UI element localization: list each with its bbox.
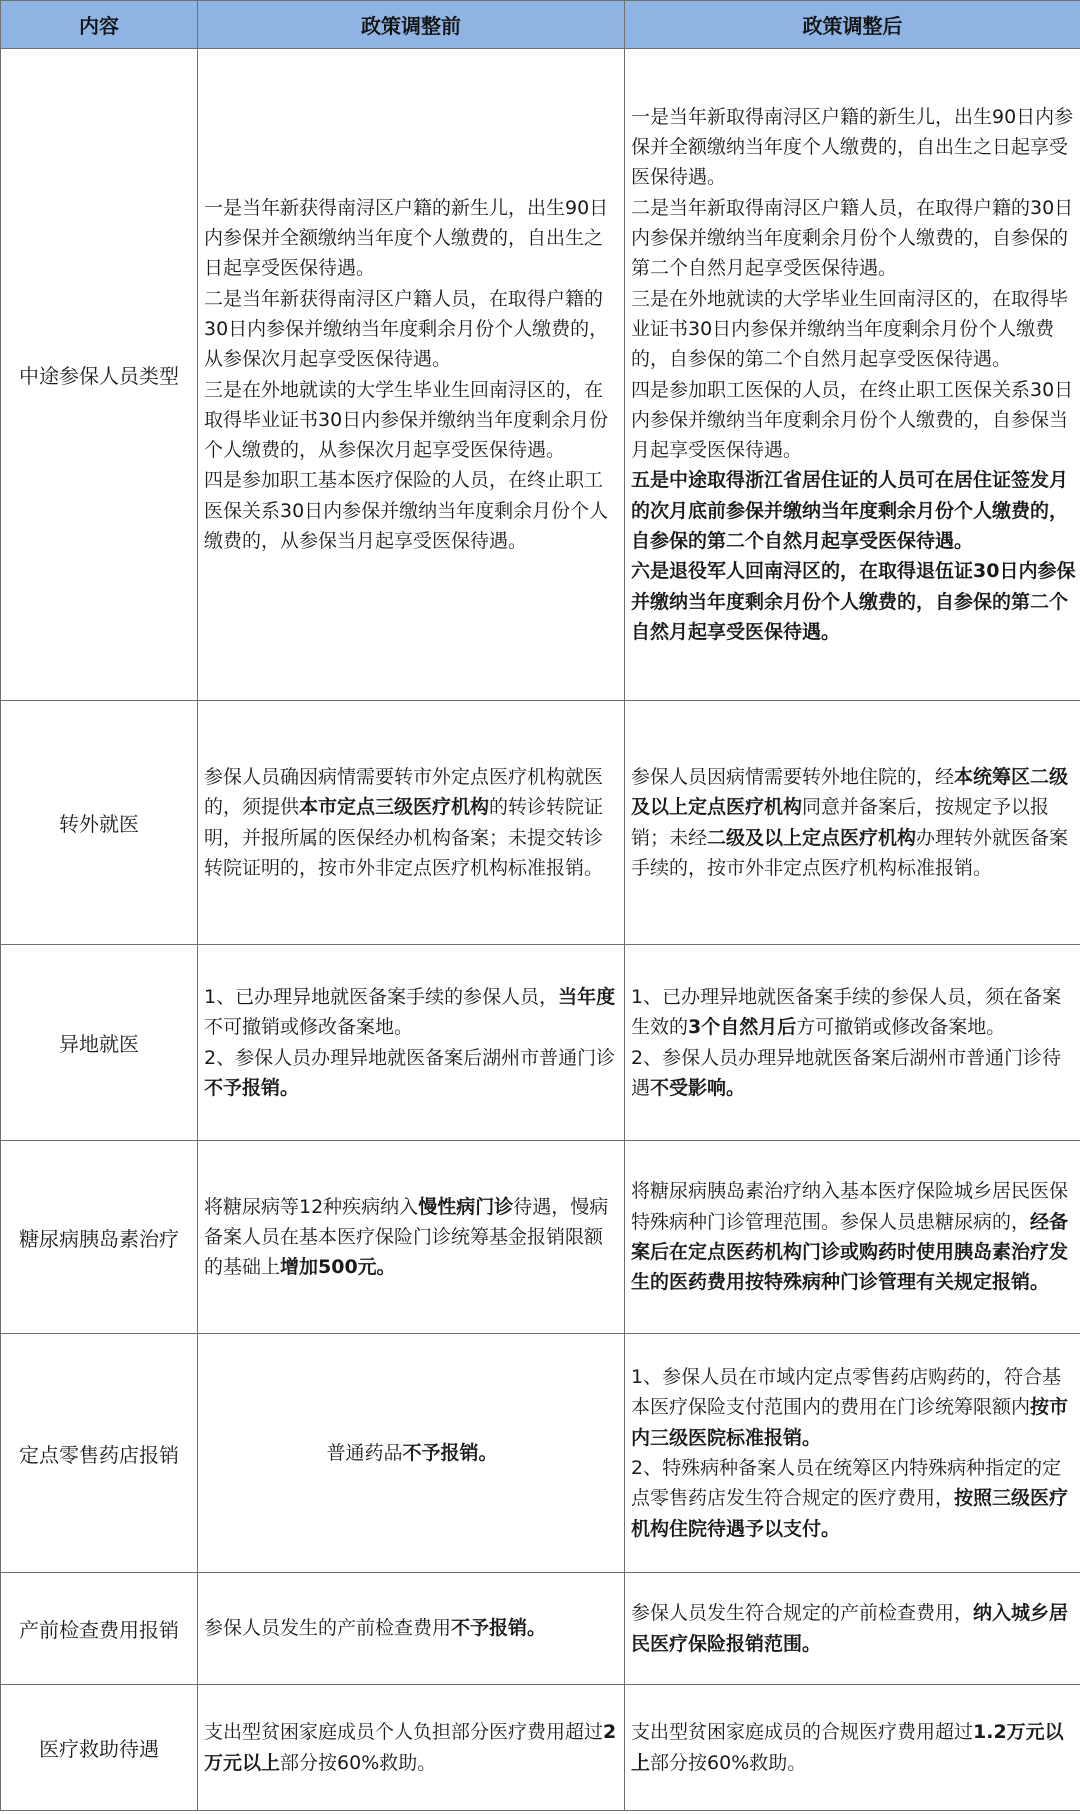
after-cell: [625, 701, 1080, 945]
text: 2、参保人员办理异地就医备案后湖州市普通门诊: [204, 1046, 616, 1069]
before-cell: [198, 945, 625, 1141]
header-before: 政策调整前: [198, 1, 625, 49]
before-paragraph: [204, 375, 620, 466]
text: 部分按60%救助。: [650, 1751, 807, 1774]
after-cell: [625, 1334, 1080, 1573]
bold-text: 不予报销。: [204, 1076, 300, 1099]
after-cell: [625, 945, 1080, 1141]
text: 支出型贫困家庭成员的合规医疗费用超过: [631, 1721, 974, 1744]
after-paragraph: [631, 1598, 1076, 1659]
text: 参保人员发生的产前检查费用: [204, 1617, 452, 1640]
text: 办理转外就医备案手续的，按市外非定点医疗机构标准报销。: [631, 826, 1069, 879]
after-paragraph: [631, 102, 1076, 193]
before-cell: [198, 49, 625, 701]
bold-text: 2万元以上: [204, 1721, 617, 1774]
text: 参保人员因病情需要转外地住院的，经: [631, 765, 955, 788]
text: 将糖尿病等12种疾病纳入: [204, 1195, 419, 1218]
bold-text: 按照三级医疗机构住院待遇予以支付。: [631, 1487, 1069, 1540]
after-paragraph: [631, 284, 1076, 375]
bold-text: 不受影响。: [650, 1076, 746, 1099]
text: 参保人员确因病情需要转市外定点医疗机构就医的，须提供: [204, 765, 604, 819]
header-row: [1, 1, 1080, 49]
before-paragraph: [204, 1613, 620, 1643]
text: 1、已办理异地就医备案手续的参保人员，须在备案生效的: [631, 985, 1062, 1039]
text: 一是当年新获得南浔区户籍的新生儿，出生90日内参保并全额缴纳当年度个人缴费的，自出生之日起享受医保待遇。: [204, 196, 609, 280]
before-cell: [198, 1141, 625, 1334]
category-cell: 中途参保人员类型: [1, 49, 198, 701]
category-cell: 转外就医: [1, 701, 198, 945]
text: 的转诊转院证明，并报所属的医保经办机构备案；未提交转诊转院证明的，按市外非定点医疗机构标准报销。: [204, 796, 604, 879]
after-paragraph: [631, 556, 1076, 647]
text: 不可撤销或修改备案地。: [204, 1016, 414, 1039]
bold-text: 3个自然月后: [688, 1016, 797, 1039]
after-paragraph: [631, 193, 1076, 284]
bold-text: 增加500元。: [280, 1256, 396, 1279]
before-paragraph: [204, 1438, 620, 1468]
table-row: [1, 701, 1080, 945]
after-paragraph: [631, 1176, 1076, 1297]
bold-text: 纳入城乡居民医疗保险报销范围。: [631, 1602, 1069, 1655]
before-paragraph: [204, 284, 620, 375]
text: 同意并备案后，按规定予以报销；未经: [631, 796, 1050, 849]
text: 1、已办理异地就医备案手续的参保人员，: [204, 985, 559, 1008]
text: 部分按60%救助。: [280, 1751, 437, 1774]
text: 将糖尿病胰岛素治疗纳入基本医疗保险城乡居民医保特殊病种门诊管理范围。参保人员患糖尿病的，: [631, 1180, 1069, 1233]
bold-text: 本统筹区二级及以上定点医疗机构: [631, 765, 1069, 819]
after-cell: [625, 49, 1080, 701]
header-content: 内容: [1, 1, 198, 49]
bold-text: 按市内三级医院标准报销。: [631, 1396, 1069, 1449]
before-paragraph: [204, 762, 620, 883]
before-cell: [198, 1573, 625, 1685]
after-paragraph: [631, 982, 1076, 1043]
bold-text: 五是中途取得浙江省居住证的人员可在居住证签发月的次月底前参保并缴纳当年度剩余月份个人缴费的，自参保的第二个自然月起享受医保待遇。: [631, 469, 1069, 552]
bold-text: 二级及以上定点医疗机构: [707, 826, 917, 849]
text: 方可撤销或修改备案地。: [796, 1016, 1006, 1039]
text: 2、特殊病种备案人员在统筹区内特殊病种指定的定点零售药店发生符合规定的医疗费用，: [631, 1457, 1062, 1510]
before-cell: [198, 1334, 625, 1573]
text: 一是当年新取得南浔区户籍的新生儿，出生90日内参保并全额缴纳当年度个人缴费的，自出生之日起享受医保待遇。: [631, 105, 1074, 189]
table-row: [1, 945, 1080, 1141]
header-after: 政策调整后: [625, 1, 1080, 49]
before-paragraph: [204, 465, 620, 556]
text: 2、参保人员办理异地就医备案后湖州市普通门诊待遇: [631, 1046, 1062, 1099]
after-paragraph: [631, 1717, 1076, 1778]
before-paragraph: [204, 982, 620, 1043]
text: 三是在外地就读的大学生毕业生回南浔区的，在取得毕业证书30日内参保并缴纳当年度剩余月份个人缴费的，从参保次月起享受医保待遇。: [204, 378, 609, 462]
text: 普通药品: [326, 1441, 403, 1464]
category-cell: 定点零售药店报销: [1, 1334, 198, 1573]
after-cell: [625, 1141, 1080, 1334]
table-row: [1, 1685, 1080, 1811]
after-cell: [625, 1573, 1080, 1685]
category-cell: 异地就医: [1, 945, 198, 1141]
text: 二是当年新获得南浔区户籍人员，在取得户籍的30日内参保并缴纳当年度剩余月份个人缴费的，从参保次月起享受医保待遇。: [204, 287, 609, 371]
before-cell: [198, 701, 625, 945]
bold-text: 本市定点三级医疗机构: [299, 796, 490, 819]
text: 1、参保人员在市域内定点零售药店购药的，符合基本医疗保险支付范围内的费用在门诊统筹限额内: [631, 1366, 1062, 1419]
before-paragraph: [204, 1043, 620, 1104]
before-paragraph: [204, 1192, 620, 1283]
text: 四是参加职工医保的人员，在终止职工医保关系30日内参保并缴纳当年度剩余月份个人缴费的，自参保当月起享受医保待遇。: [631, 378, 1074, 462]
category-cell: 医疗救助待遇: [1, 1685, 198, 1811]
table-row: [1, 1141, 1080, 1334]
after-paragraph: [631, 465, 1076, 556]
category-cell: 产前检查费用报销: [1, 1573, 198, 1685]
after-paragraph: [631, 1362, 1076, 1453]
text: 二是当年新取得南浔区户籍人员，在取得户籍的30日内参保并缴纳当年度剩余月份个人缴费的，自参保的第二个自然月起享受医保待遇。: [631, 196, 1074, 280]
text: 四是参加职工基本医疗保险的人员，在终止职工医保关系30日内参保并缴纳当年度剩余月份个人缴费的，从参保当月起享受医保待遇。: [204, 469, 609, 552]
bold-text: 不予报销。: [451, 1617, 547, 1640]
bold-text: 不予报销。: [402, 1441, 498, 1464]
table-row: [1, 49, 1080, 701]
bold-text: 经备案后在定点医药机构门诊或购药时使用胰岛素治疗发生的医药费用按特殊病种门诊管理有关规定报销。: [631, 1210, 1069, 1294]
before-paragraph: [204, 1717, 620, 1778]
before-paragraph: [204, 193, 620, 284]
text: 支出型贫困家庭成员个人负担部分医疗费用超过: [204, 1721, 604, 1744]
before-cell: [198, 1685, 625, 1811]
table-row: [1, 1334, 1080, 1573]
after-paragraph: [631, 1043, 1076, 1104]
text: 待遇，慢病备案人员在基本医疗保险门诊统筹基金报销限额的基础上: [204, 1195, 609, 1279]
bold-text: 当年度: [558, 985, 616, 1008]
after-paragraph: [631, 762, 1076, 883]
after-cell: [625, 1685, 1080, 1811]
text: 参保人员发生符合规定的产前检查费用，: [631, 1602, 974, 1625]
bold-text: 慢性病门诊: [418, 1195, 514, 1218]
text: 三是在外地就读的大学毕业生回南浔区的，在取得毕业证书30日内参保并缴纳当年度剩余月份个人缴费的，自参保的第二个自然月起享受医保待遇。: [631, 287, 1069, 371]
bold-text: 六是退役军人回南浔区的，在取得退伍证30日内参保并缴纳当年度剩余月份个人缴费的，自参保的第二个自然月起享受医保待遇。: [631, 560, 1076, 643]
category-cell: 糖尿病胰岛素治疗: [1, 1141, 198, 1334]
after-paragraph: [631, 1453, 1076, 1544]
bold-text: 1.2万元以上: [631, 1721, 1064, 1774]
table-row: [1, 1573, 1080, 1685]
after-paragraph: [631, 375, 1076, 466]
